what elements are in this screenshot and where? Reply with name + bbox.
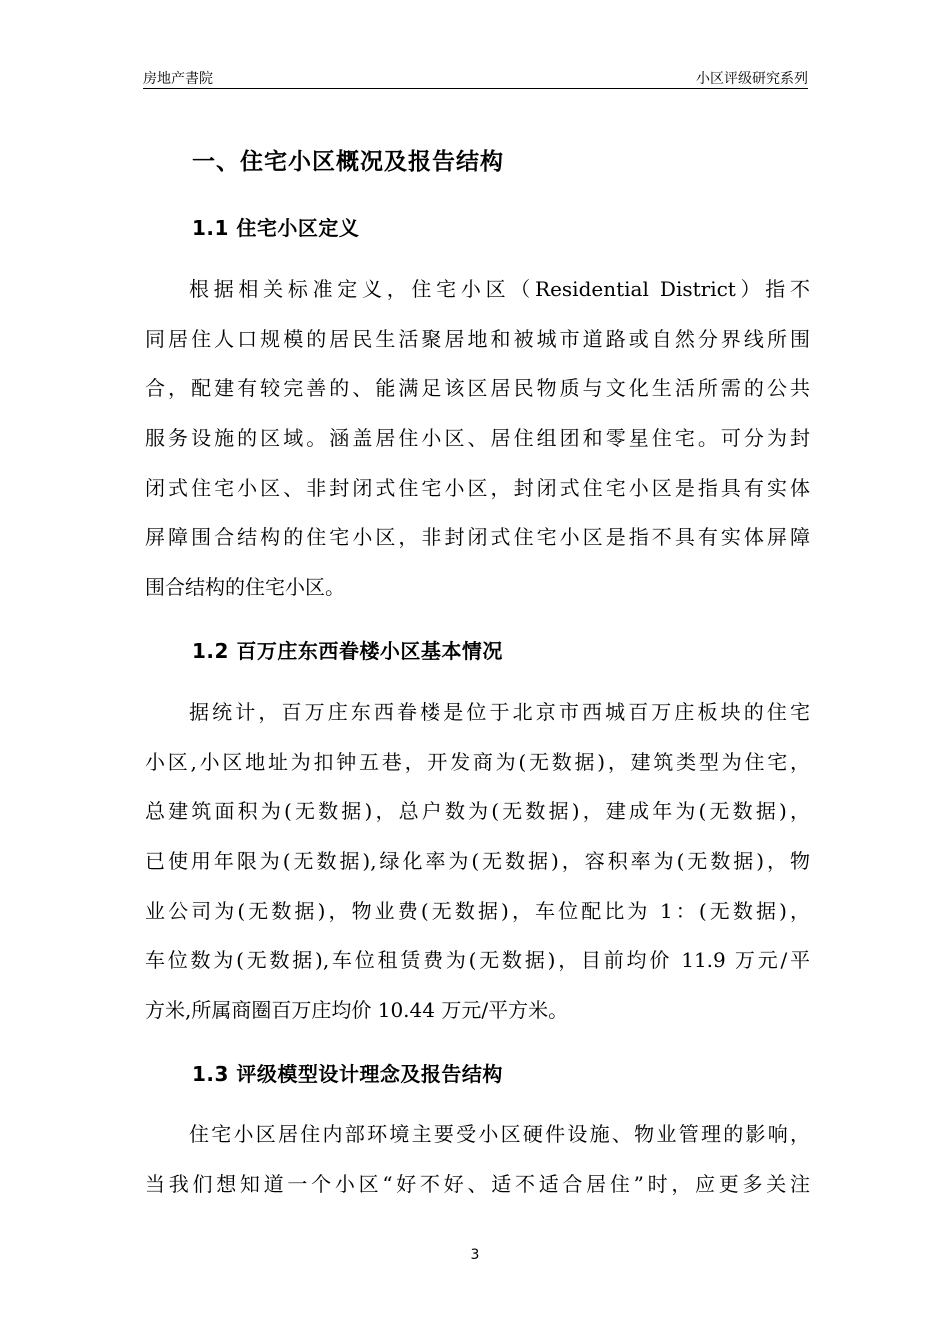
text-line: 车位数为(无数据),车位租赁费为(无数据)，目前均价 11.9 万元/平 bbox=[145, 948, 810, 973]
text-line: 小区,小区地址为扣钟五巷，开发商为(无数据)，建筑类型为住宅， bbox=[145, 749, 810, 774]
text-line: 屏障围合结构的住宅小区，非封闭式住宅小区是指不具有实体屏障 bbox=[145, 525, 810, 550]
header-publisher: 房地产書院 bbox=[143, 71, 213, 87]
text-line: 方米,所属商圈百万庄均价 10.44 万元/平方米。 bbox=[145, 998, 569, 1023]
subsection-title-1-3: 1.3 评级模型设计理念及报告结构 bbox=[192, 1062, 503, 1086]
paragraph-basic-info bbox=[145, 688, 810, 1036]
subsection-title-1-2: 1.2 百万庄东西眷楼小区基本情况 bbox=[192, 639, 503, 663]
text-line: 同居住人口规模的居民生活聚居地和被城市道路或自然分界线所围 bbox=[145, 326, 810, 351]
text-line: 总建筑面积为(无数据)，总户数为(无数据)，建成年为(无数据)， bbox=[145, 799, 810, 824]
paragraph-model-design bbox=[145, 1110, 810, 1209]
text-line: 合，配建有较完善的、能满足该区居民物质与文化生活所需的公共 bbox=[145, 376, 810, 401]
text-line: 住宅小区居住内部环境主要受小区硬件设施、物业管理的影响， bbox=[189, 1122, 810, 1146]
page-number: 3 bbox=[470, 1247, 480, 1263]
text-line: 围合结构的住宅小区。 bbox=[145, 575, 345, 600]
text-line: 业公司为(无数据)，物业费(无数据)，车位配比为 1：(无数据)， bbox=[145, 898, 810, 923]
text-line: 据统计，百万庄东西眷楼是位于北京市西城百万庄板块的住宅 bbox=[189, 700, 810, 724]
page-header bbox=[143, 66, 808, 89]
text-line: 服务设施的区域。涵盖居住小区、居住组团和零星住宅。可分为封 bbox=[145, 426, 810, 451]
text-line: 根据相关标准定义，住宅小区（Residential District）指不 bbox=[189, 277, 810, 301]
paragraph-definition bbox=[145, 265, 810, 613]
text-line: 当我们想知道一个小区“好不好、适不适合居住”时，应更多关注 bbox=[145, 1171, 810, 1196]
text-line: 已使用年限为(无数据),绿化率为(无数据)，容积率为(无数据)，物 bbox=[145, 849, 810, 874]
header-series: 小区评级研究系列 bbox=[696, 71, 808, 87]
subsection-title-1-1: 1.1 住宅小区定义 bbox=[192, 216, 360, 240]
section-title: 一、住宅小区概况及报告结构 bbox=[192, 149, 504, 175]
text-line: 闭式住宅小区、非封闭式住宅小区，封闭式住宅小区是指具有实体 bbox=[145, 475, 810, 500]
